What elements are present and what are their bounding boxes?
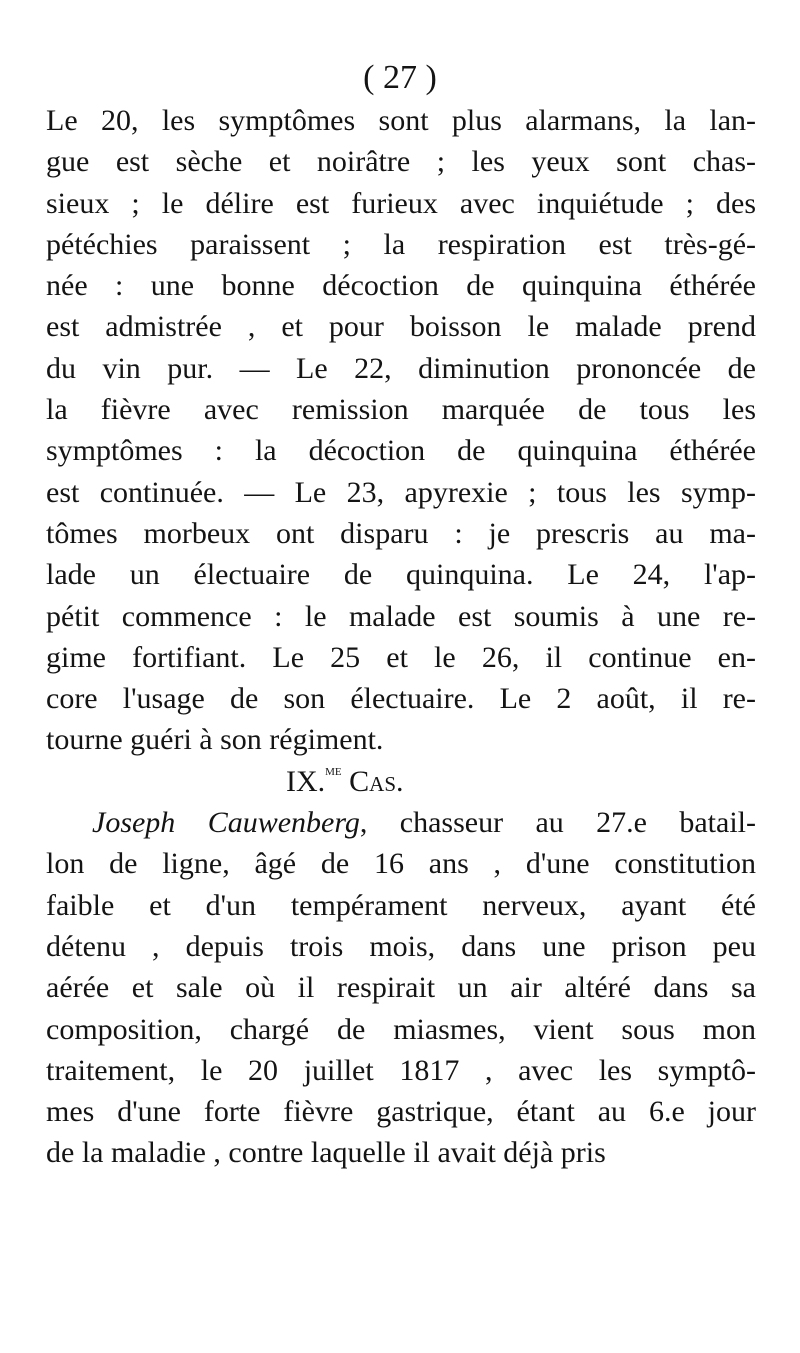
- paragraph-line: core l'usage de son électuaire. Le 2 août, il re-: [46, 682, 756, 716]
- paragraph-line: composition, chargé de miasmes, vient sous mon: [46, 1012, 756, 1046]
- paragraph-line: lade un électuaire de quinquina. Le 24, l'ap-: [46, 558, 756, 592]
- paragraph-line: tômes morbeux ont disparu : je prescris au ma-: [46, 516, 756, 550]
- paragraph-line: mes d'une forte fièvre gastrique, étant au 6.e jour: [46, 1095, 756, 1129]
- patient-intro: , chasseur au 27.e batail-: [359, 806, 756, 840]
- paragraph-line: symptômes : la décoction de quinquina éthérée: [46, 434, 756, 468]
- case-number: IX.: [286, 764, 326, 798]
- paragraph-line: est continuée. — Le 23, apyrexie ; tous les symp-: [46, 475, 756, 509]
- paragraph-line: détenu , depuis trois mois, dans une prison peu: [46, 929, 756, 963]
- paragraph-line: pétéchies paraissent ; la respiration est très-gé-: [46, 227, 756, 261]
- paragraph-line: la fièvre avec remission marquée de tous les: [46, 393, 756, 427]
- paragraph-line: de la maladie , contre laquelle il avait déjà pris: [46, 1136, 606, 1170]
- paragraph-line: du vin pur. — Le 22, diminution prononcée de: [46, 351, 756, 385]
- paragraph-line: sieux ; le délire est furieux avec inquiétude ; des: [46, 186, 756, 220]
- paragraph-line: gime fortifiant. Le 25 et le 26, il continue en-: [46, 640, 756, 674]
- paragraph-line: Le 20, les symptômes sont plus alarmans, la lan-: [46, 104, 756, 137]
- paragraph-line: [46, 802, 756, 843]
- case-number-superscript: me: [325, 762, 342, 779]
- paragraph-line: gue est sèche et noirâtre ; les yeux sont chas-: [46, 145, 756, 179]
- case-word: Cas.: [349, 764, 404, 798]
- body-text: [46, 100, 756, 1174]
- paragraph-line: née : une bonne décoction de quinquina éthérée: [46, 269, 756, 303]
- case-heading: [46, 761, 756, 802]
- paragraph-line: pétit commence : le malade est soumis à une re-: [46, 599, 756, 633]
- paragraph-line: aérée et sale où il respirait un air altéré dans sa: [46, 971, 756, 1005]
- patient-name: Joseph Cauwenberg: [92, 806, 360, 840]
- paragraph-case-9: [46, 843, 756, 1173]
- page-number: ( 27 ): [363, 59, 437, 96]
- paragraph-line: traitement, le 20 juillet 1817 , avec les symptô-: [46, 1053, 756, 1087]
- paragraph-line: tourne guéri à son régiment.: [46, 723, 384, 757]
- paragraph-case-8-continued: [46, 100, 756, 761]
- paragraph-line: faible et d'un tempérament nerveux, ayant été: [46, 888, 756, 922]
- paragraph-line: est admistrée , et pour boisson le malade prend: [46, 310, 756, 344]
- paragraph-line: lon de ligne, âgé de 16 ans , d'une constitution: [46, 847, 756, 881]
